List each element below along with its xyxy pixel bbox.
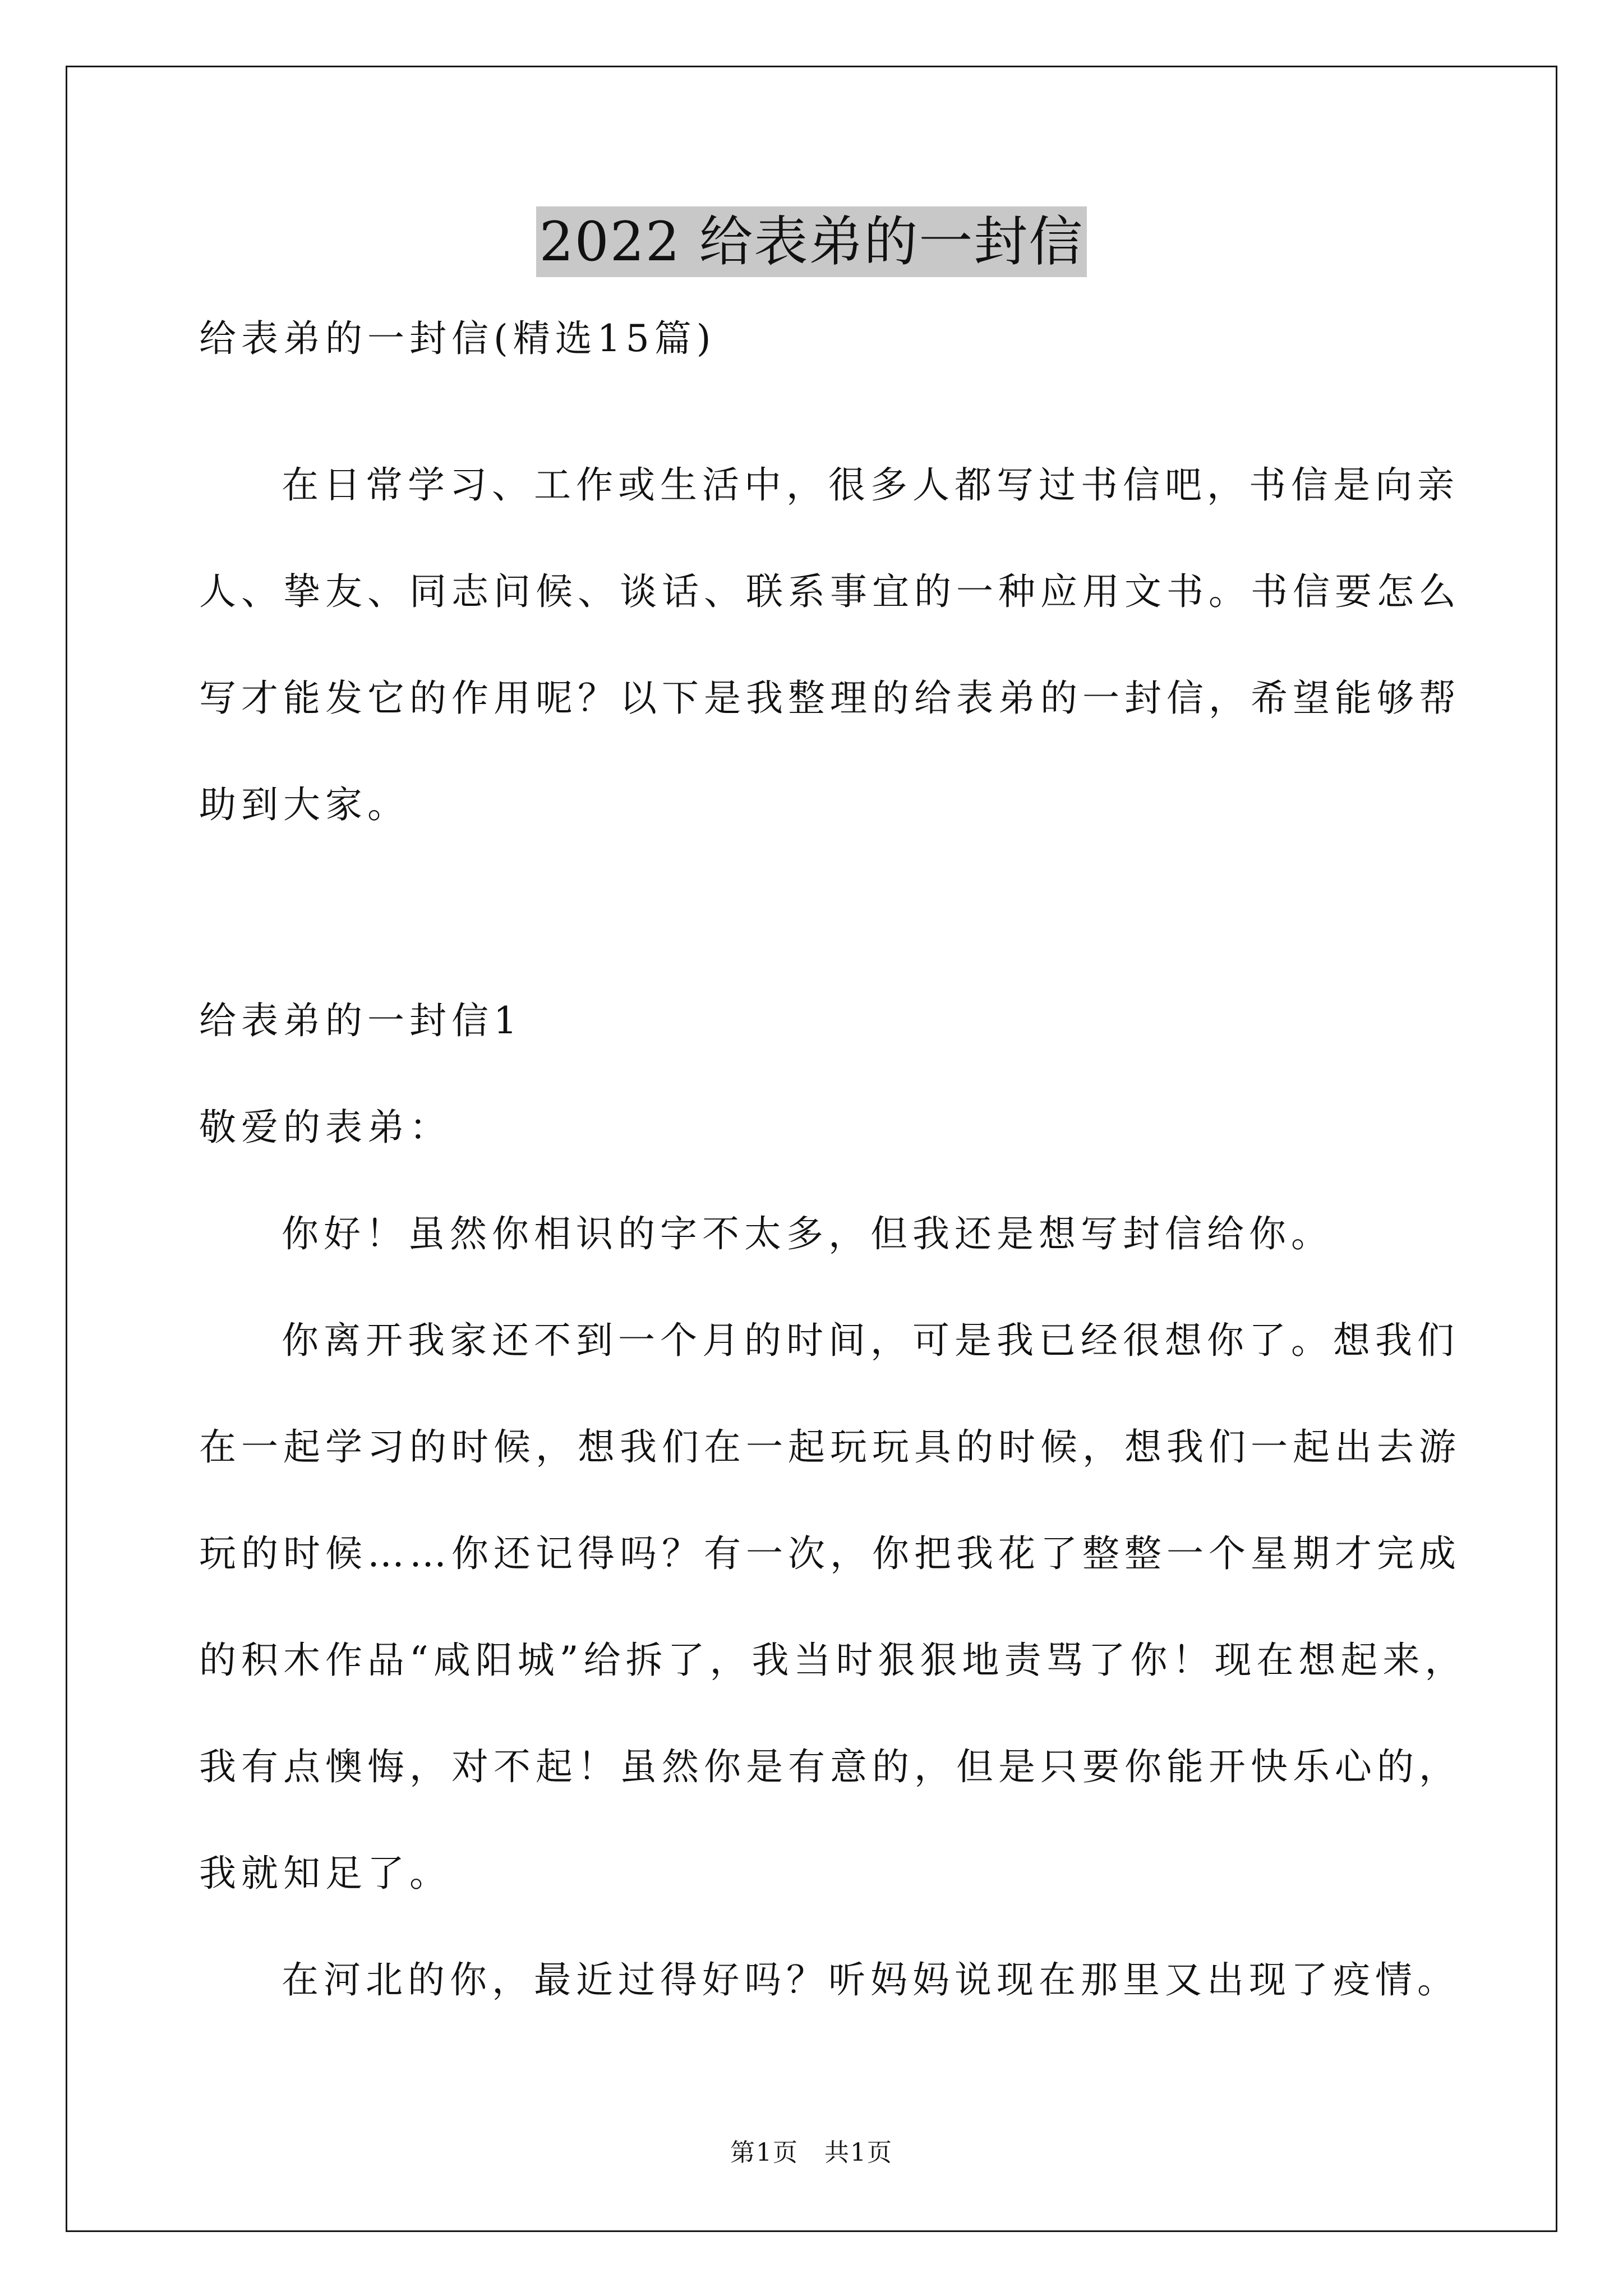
page-number-footer: 第1页 共1页 xyxy=(730,2138,893,2167)
letter-line-2: 你离开我家还不到一个月的时间，可是我已经很想你了。想我们 xyxy=(282,1319,1459,1362)
intro-line-3: 写才能发它的作用呢？以下是我整理的给表弟的一封信，希望能够帮 xyxy=(199,677,1461,720)
title-container xyxy=(0,206,1623,277)
letter-heading: 给表弟的一封信1 xyxy=(199,999,522,1042)
intro-line-1: 在日常学习、工作或生活中，很多人都写过书信吧，书信是向亲 xyxy=(282,463,1459,507)
letter-line-5: 的积木作品“咸阳城”给拆了，我当时狠狠地责骂了你！现在想起来， xyxy=(199,1639,1467,1682)
document-title: 2022 给表弟的一封信 xyxy=(536,206,1087,277)
document-subtitle: 给表弟的一封信(精选15篇) xyxy=(199,317,716,360)
letter-line-7: 我就知足了。 xyxy=(199,1852,451,1895)
letter-line-3: 在一起学习的时候，想我们在一起玩玩具的时候，想我们一起出去游 xyxy=(199,1425,1461,1469)
intro-line-2: 人、挚友、同志问候、谈话、联系事宜的一种应用文书。书信要怎么 xyxy=(199,570,1461,613)
intro-line-4: 助到大家。 xyxy=(199,783,409,826)
letter-line-4: 玩的时候……你还记得吗？有一次，你把我花了整整一个星期才完成 xyxy=(199,1532,1461,1575)
letter-line-1: 你好！虽然你相识的字不太多，但我还是想写封信给你。 xyxy=(282,1212,1333,1255)
letter-salutation: 敬爱的表弟： xyxy=(199,1106,451,1149)
letter-line-8: 在河北的你，最近过得好吗？听妈妈说现在那里又出现了疫情。 xyxy=(282,1958,1459,2001)
letter-line-6: 我有点懊悔，对不起！虽然你是有意的，但是只要你能开快乐心的， xyxy=(199,1745,1461,1788)
